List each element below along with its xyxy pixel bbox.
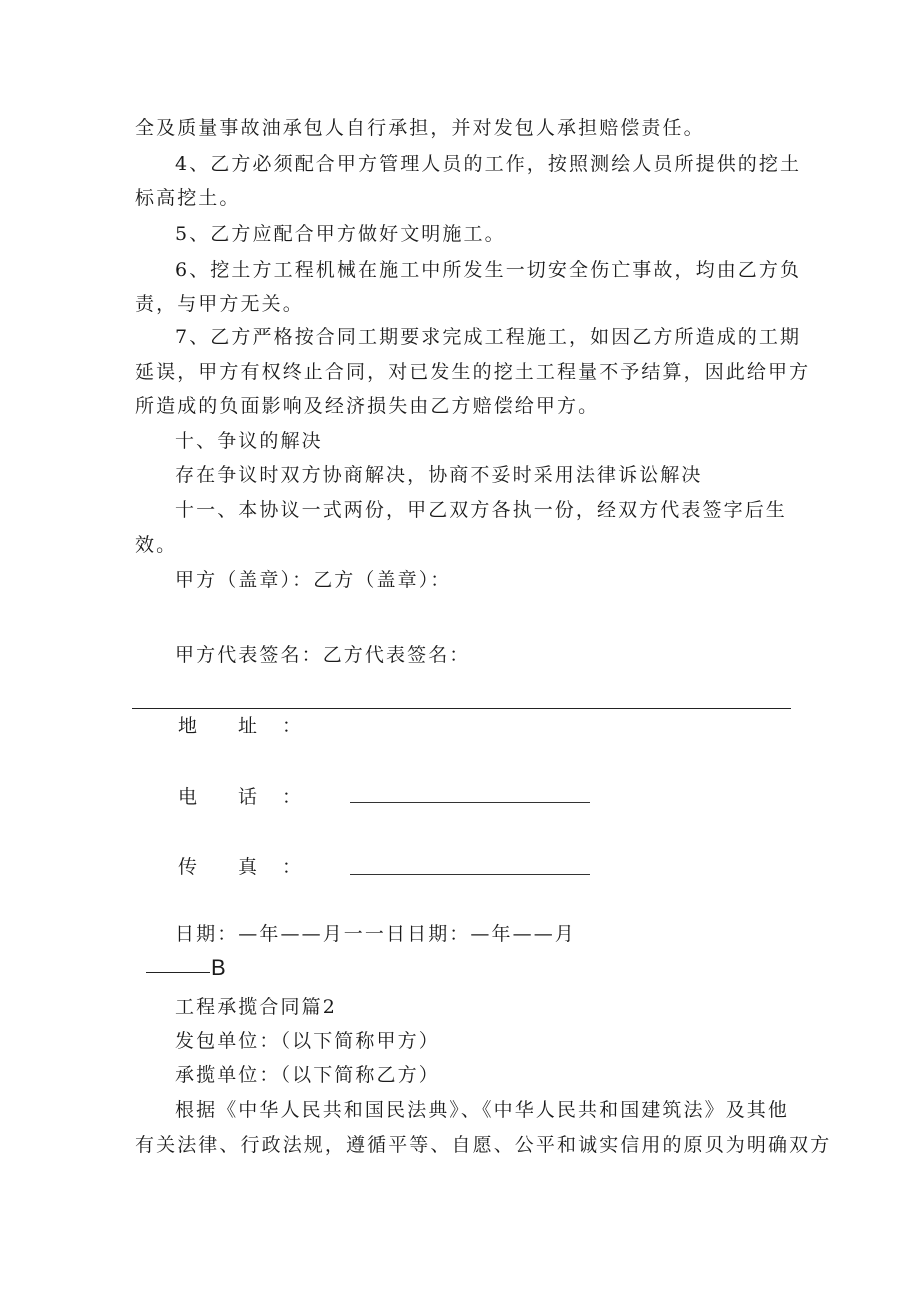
date-line: 日期：—年——月一一日日期：—年——月	[175, 923, 576, 945]
paragraph-line: 根据《中华人民共和国民法典》、《中华人民共和国建筑法》及其他	[175, 1099, 790, 1121]
phone-blank	[350, 802, 590, 803]
phone-field-label	[178, 785, 302, 809]
address-colon: ：	[282, 715, 302, 737]
address-field-label	[178, 714, 302, 738]
paragraph-line: 所造成的负面影响及经济损失由乙方赔偿给甲方。	[135, 395, 600, 417]
paragraph-line: 十一、本协议一式两份，甲乙双方各执一份，经双方代表签字后生	[175, 499, 787, 521]
mark-letter: B	[211, 955, 226, 980]
phone-label-char-2: 话	[238, 786, 258, 808]
paragraph-line: 7、乙方严格按合同工期要求完成工程施工，如因乙方所造成的工期	[175, 326, 802, 348]
horizontal-divider	[132, 708, 791, 709]
fax-field-label	[178, 855, 302, 879]
paragraph-line: 延误，甲方有权终止合同，对已发生的挖土工程量不予结算，因此给甲方	[135, 361, 811, 383]
contractor-line: 承揽单位：（以下简称乙方）	[175, 1064, 440, 1086]
signature-line: 甲方代表签名：乙方代表签名：	[175, 644, 471, 666]
paragraph-line: 有关法律、行政法规，遵循平等、自愿、公平和诚实信用的原贝为明确双方	[135, 1134, 832, 1156]
underline-mark	[146, 955, 226, 981]
section-heading: 十、争议的解决	[175, 430, 323, 452]
fax-blank	[350, 874, 590, 875]
fax-label-char-1: 传	[178, 856, 198, 878]
fax-label-char-2: 真	[238, 856, 258, 878]
paragraph-line: 全及质量事故油承包人自行承担，并对发包人承担赔偿责任。	[135, 117, 705, 139]
paragraph-line: 4、乙方必须配合甲方管理人员的工作，按照测绘人员所提供的挖土	[175, 153, 802, 175]
paragraph-line: 责，与甲方无关。	[135, 293, 304, 315]
address-label-char-1: 地	[178, 715, 198, 737]
fax-colon: ：	[282, 856, 302, 878]
phone-colon: ：	[282, 786, 302, 808]
paragraph-line: 存在争议时双方协商解决，协商不妥时采用法律诉讼解决	[175, 464, 703, 486]
phone-label-char-1: 电	[178, 786, 198, 808]
paragraph-line: 6、挖土方工程机械在施工中所发生一切安全伤亡事故，均由乙方负	[175, 259, 802, 281]
seal-line: 甲方（盖章）：乙方（盖章）：	[175, 569, 452, 591]
address-label-char-2: 址	[238, 715, 258, 737]
underline-bar	[146, 972, 210, 973]
paragraph-line: 5、乙方应配合甲方做好文明施工。	[175, 223, 506, 245]
section-title: 工程承揽合同篇2	[175, 996, 337, 1018]
paragraph-line: 标高挖土。	[135, 187, 241, 209]
employer-line: 发包单位：（以下简称甲方）	[175, 1030, 440, 1052]
paragraph-line: 效。	[135, 534, 178, 556]
